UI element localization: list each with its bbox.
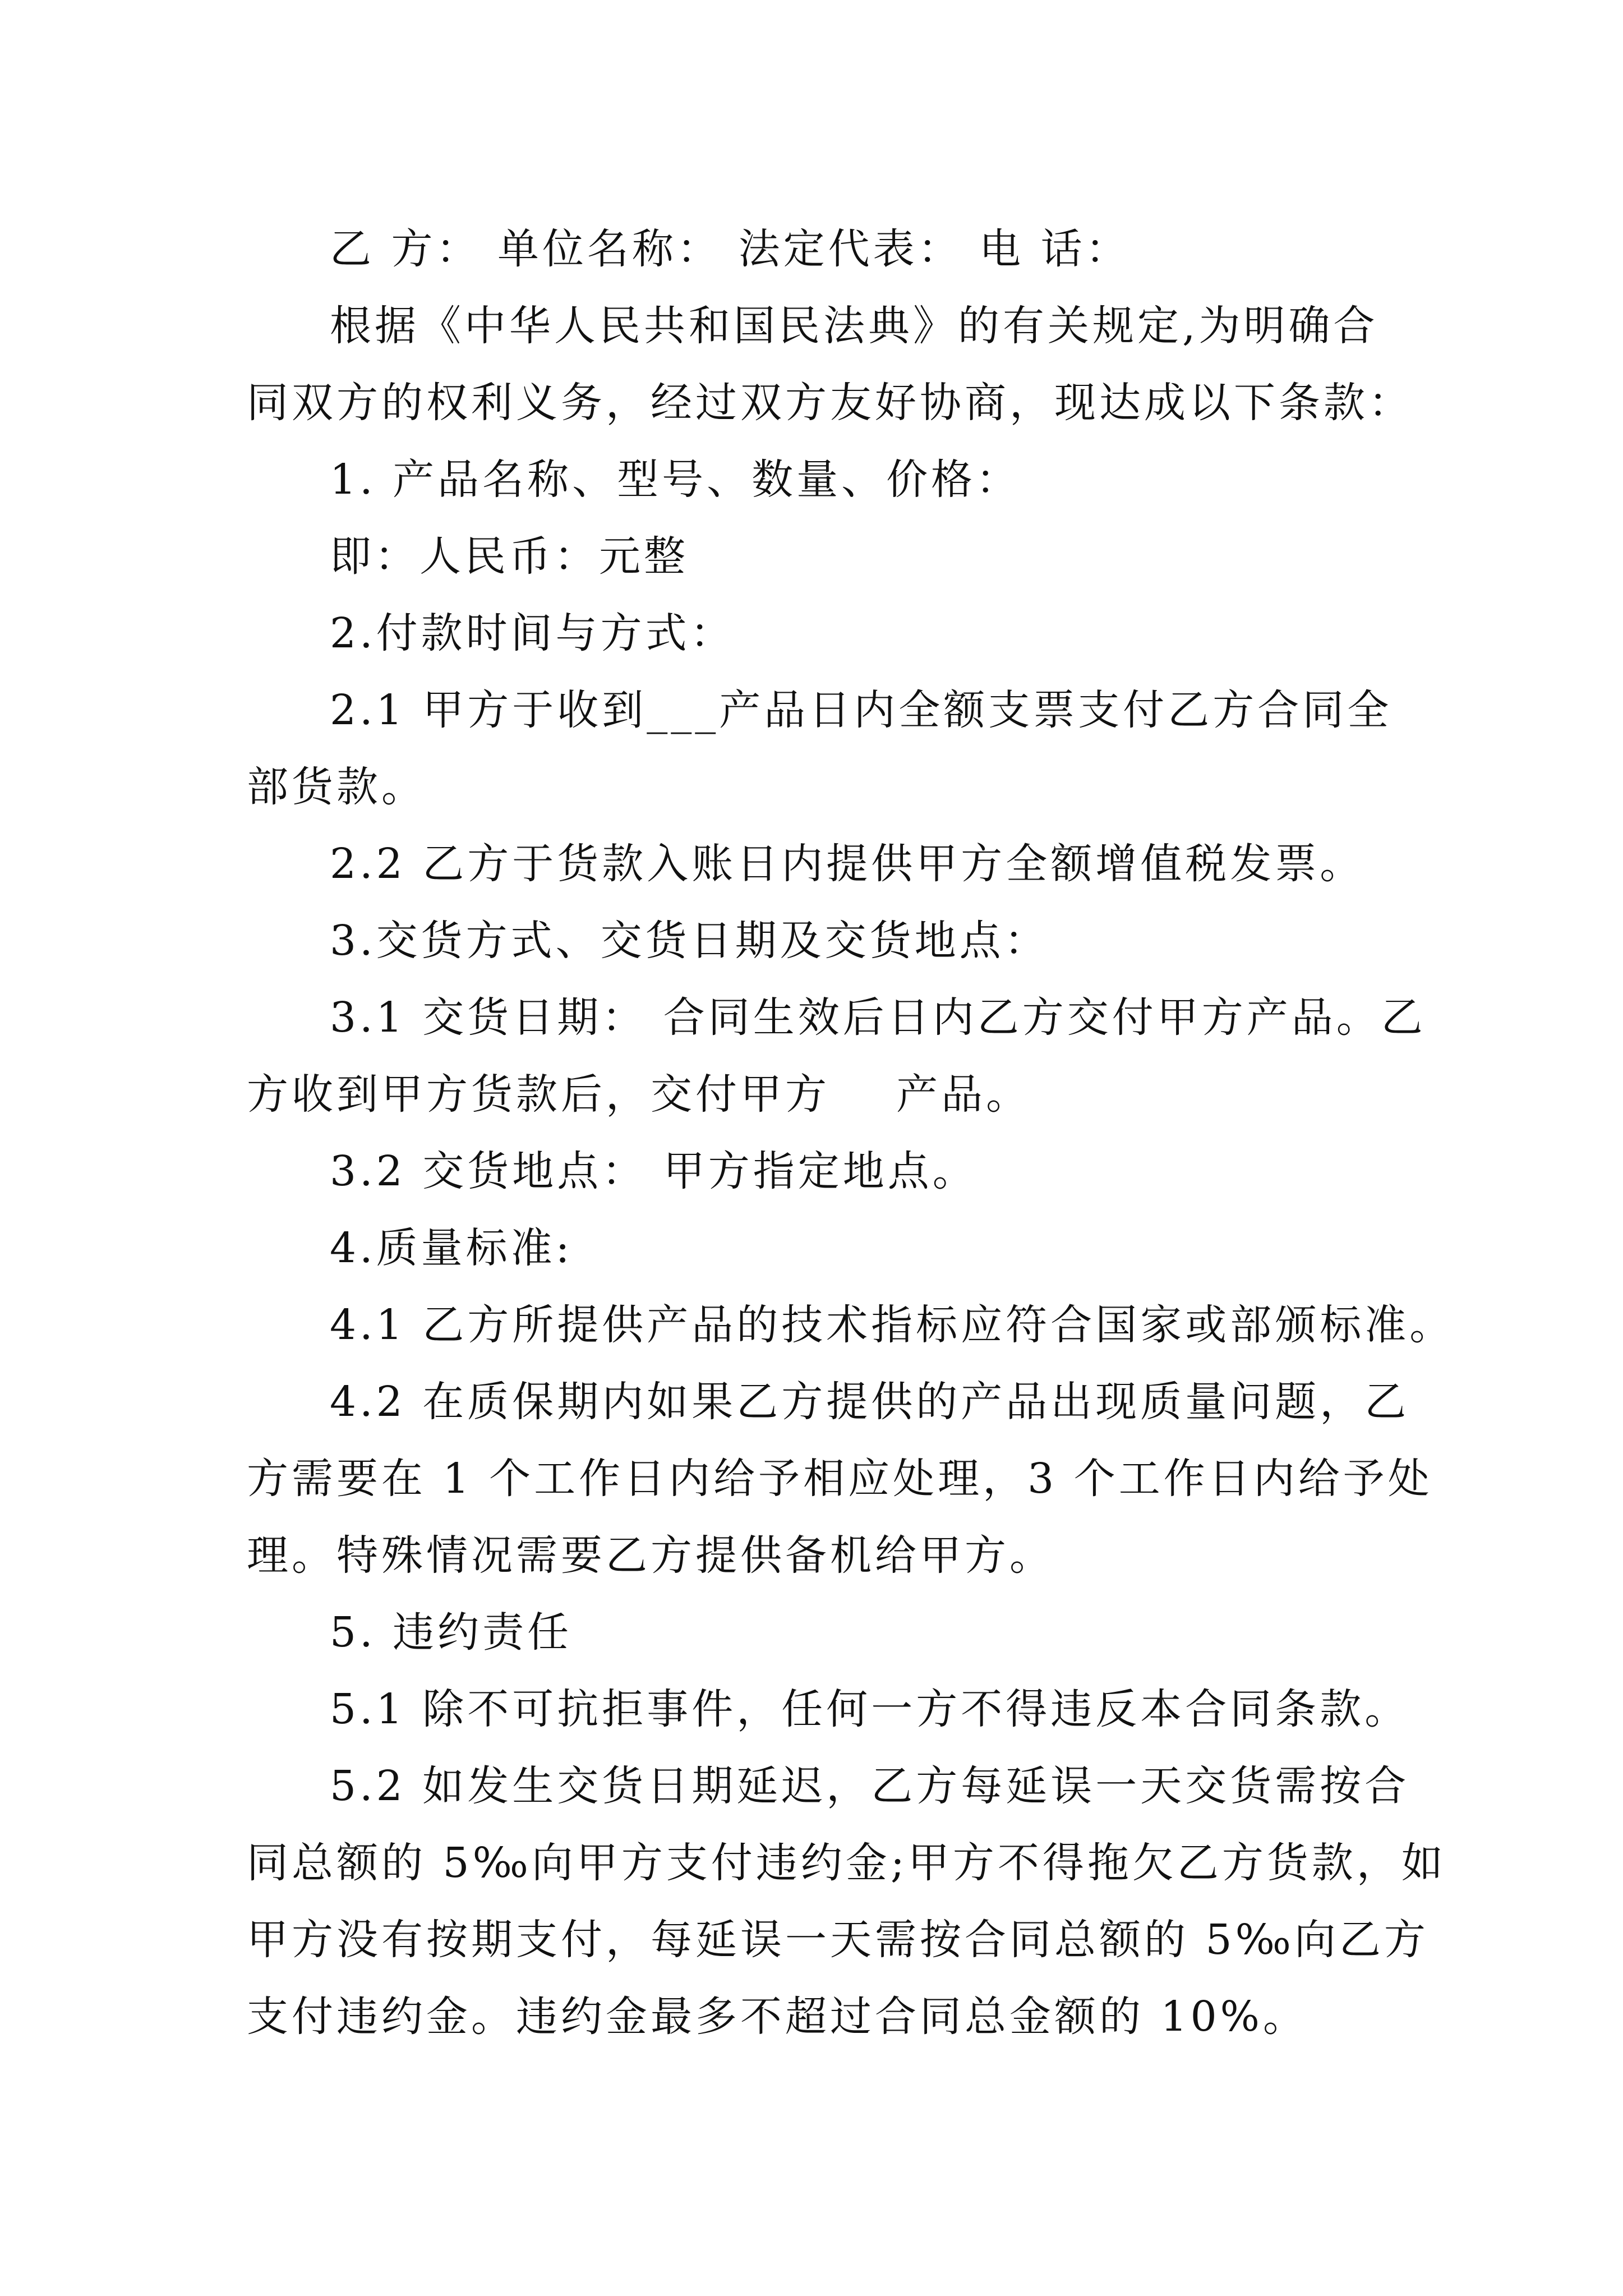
clause-4-1-line: 4.1 乙方所提供产品的技术指标应符合国家或部颁标准。 — [330, 1301, 1455, 1349]
paragraph-line: 同双方的权利义务，经过双方友好协商，现达成以下条款： — [247, 379, 1413, 427]
clause-3-1-line: 方收到甲方货款后，交付甲方 产品。 — [247, 1070, 1031, 1119]
clause-5-2-line: 支付违约金。违约金最多不超过合同总金额的 10%。 — [247, 1993, 1308, 2041]
paragraph-line: 即：人民币：元整 — [330, 532, 689, 581]
section-heading-1: 1. 产品名称、型号、数量、价格： — [330, 455, 1021, 504]
section-heading-2: 2.付款时间与方式： — [330, 609, 735, 657]
clause-4-2-line: 理。特殊情况需要乙方提供备机给甲方。 — [247, 1531, 1054, 1580]
clause-5-2-line: 5.2 如发生交货日期延迟，乙方每延误一天交货需按合 — [330, 1762, 1410, 1810]
section-heading-4: 4.质量标准: — [330, 1224, 573, 1272]
clause-5-2-line: 甲方没有按期支付，每延误一天需按合同总额的 5‰向乙方 — [247, 1916, 1429, 1964]
clause-5-2-line: 同总额的 5‰向甲方支付违约金;甲方不得拖欠乙方货款，如 — [247, 1839, 1446, 1887]
clause-3-1-line: 3.1 交货日期： 合同生效后日内乙方交付甲方产品。乙 — [330, 993, 1426, 1042]
paragraph-line: 根据《中华人民共和国民法典》的有关规定,为明确合 — [330, 302, 1378, 350]
clause-5-1-line: 5.1 除不可抗拒事件，任何一方不得违反本合同条款。 — [330, 1685, 1410, 1733]
clause-4-2-line: 方需要在 1 个工作日内给予相应处理，3 个工作日内给予处 — [247, 1455, 1433, 1503]
section-heading-5: 5. 违约责任 — [330, 1608, 573, 1657]
clause-2-1-line: 2.1 甲方于收到___产品日内全额支票支付乙方合同全 — [330, 686, 1393, 734]
section-heading-3: 3.交货方式、交货日期及交货地点： — [330, 917, 1049, 965]
party-b-info-line: 乙 方： 单位名称： 法定代表： 电 话： — [330, 225, 1131, 273]
contract-page — [247, 211, 1455, 2055]
clause-4-2-line: 4.2 在质保期内如果乙方提供的产品出现质量问题，乙 — [330, 1378, 1410, 1426]
clause-3-2-line: 3.2 交货地点： 甲方指定地点。 — [330, 1147, 978, 1195]
clause-2-2-line: 2.2 乙方于货款入账日内提供甲方全额增值税发票。 — [330, 840, 1365, 888]
clause-2-1-line: 部货款。 — [247, 763, 426, 811]
